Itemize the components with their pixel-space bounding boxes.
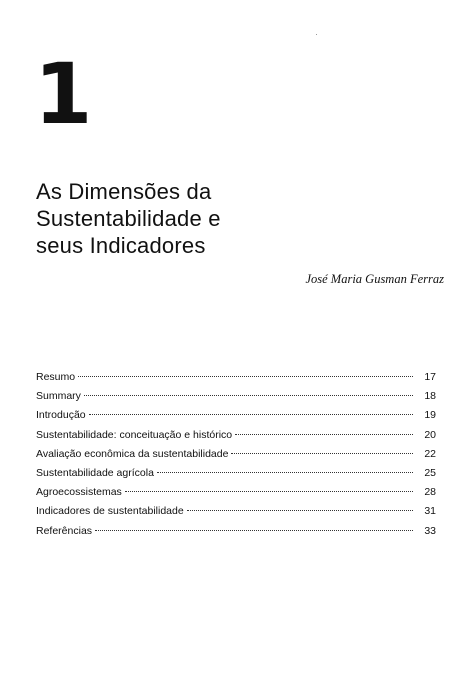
toc-dot-leader — [84, 394, 413, 396]
toc-entry — [36, 483, 436, 502]
toc-dot-leader — [78, 375, 413, 377]
toc-dot-leader — [89, 413, 413, 415]
author-name: José Maria Gusman Ferraz — [305, 272, 444, 286]
toc-entry-label: Resumo — [36, 371, 76, 383]
toc-entry-label: Introdução — [36, 409, 86, 422]
chapter-number: 1 — [34, 45, 93, 143]
toc-entry-page: 18 — [424, 390, 436, 403]
toc-entry — [36, 464, 436, 483]
scan-speck — [316, 34, 317, 35]
toc-entry — [36, 368, 436, 387]
toc-entry — [36, 445, 436, 464]
toc-entry-label: Avaliação econômica da sustentabilidade — [36, 447, 229, 460]
toc-entry-label: Sustentabilidade agrícola — [36, 466, 154, 479]
toc-entry — [36, 426, 436, 445]
chapter-title-line: As Dimensões da — [36, 179, 212, 204]
chapter-title-line: seus Indicadores — [36, 233, 206, 258]
toc-entry-label: Sustentabilidade: conceituação e histórico — [36, 428, 233, 441]
toc-dot-leader — [231, 452, 413, 454]
chapter-title — [36, 178, 296, 259]
toc-entry-page: 25 — [424, 466, 436, 479]
toc-entry-page: 31 — [424, 505, 436, 518]
toc-entry-page: 22 — [424, 447, 436, 460]
toc-entry-label: Indicadores de sustentabilidade — [36, 505, 184, 518]
chapter-title-line: Sustentabilidade e — [36, 206, 221, 231]
table-of-contents — [36, 368, 436, 541]
toc-entry-page: 19 — [424, 409, 436, 422]
toc-entry-page: 20 — [424, 428, 436, 441]
toc-entry-page: 17 — [424, 371, 436, 383]
toc-entry — [36, 502, 436, 521]
toc-entry-label: Agroecossistemas — [36, 486, 122, 499]
toc-dot-leader — [95, 529, 413, 531]
toc-entry-label: Summary — [36, 390, 81, 403]
toc-dot-leader — [187, 509, 413, 511]
toc-dot-leader — [157, 471, 413, 473]
toc-entry — [36, 522, 436, 541]
toc-dot-leader — [235, 433, 413, 435]
toc-entry — [36, 406, 436, 425]
toc-dot-leader — [125, 490, 413, 492]
toc-entry — [36, 387, 436, 406]
toc-entry-page: 33 — [424, 524, 436, 537]
toc-entry-page: 28 — [424, 486, 436, 499]
toc-entry-label: Referências — [36, 524, 93, 537]
